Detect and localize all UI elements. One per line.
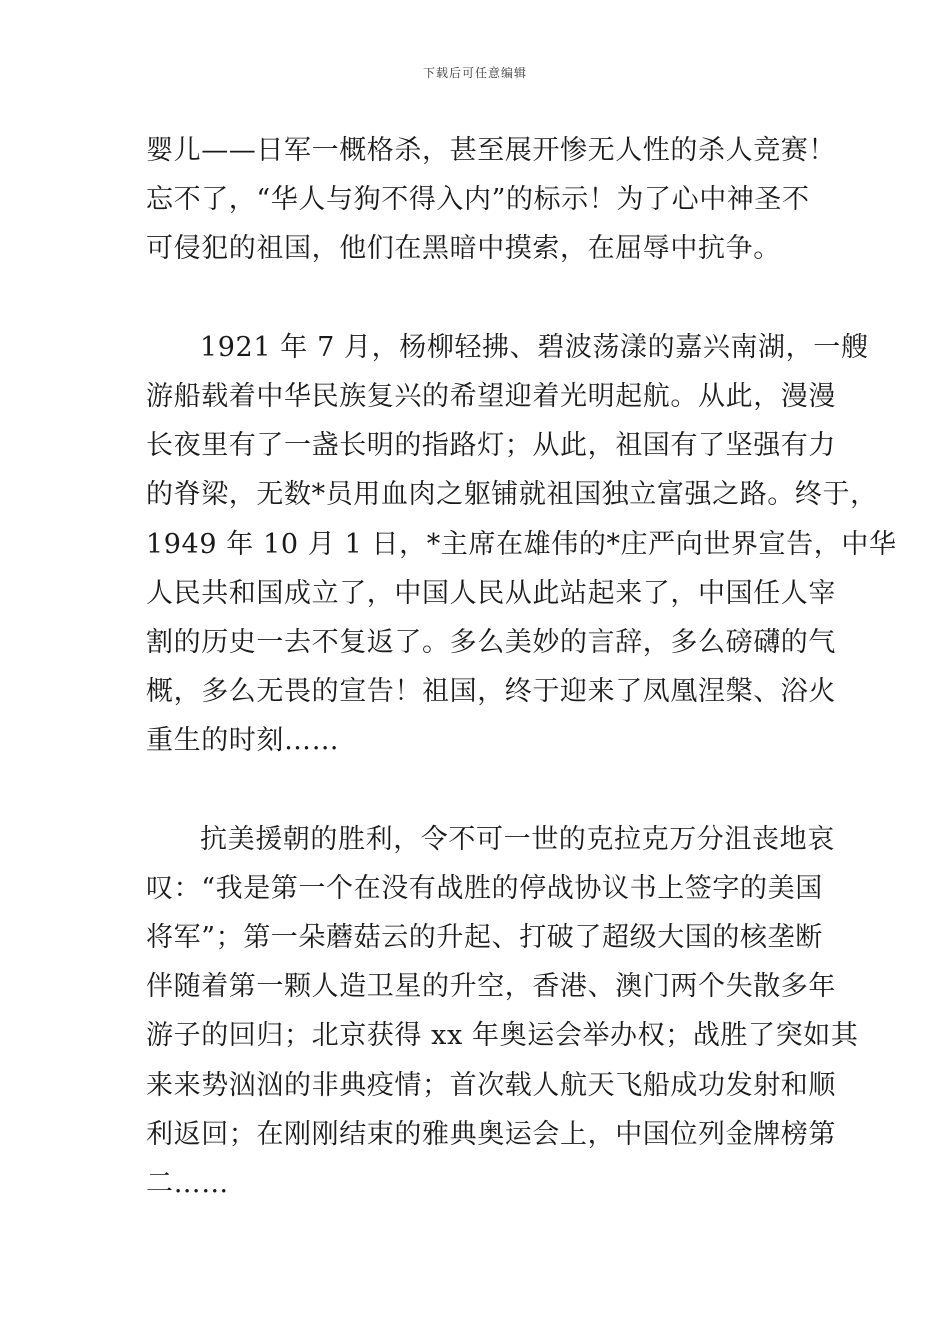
text-line: 的脊梁，无数*员用血肉之躯铺就祖国独立富强之路。终于， bbox=[146, 479, 878, 511]
text-line: 婴儿——日军一概格杀，甚至展开惨无人性的杀人竞赛！ bbox=[146, 135, 836, 166]
text-line: 来来势汹汹的非典疫情；首次载人航天飞船成功发射和顺 bbox=[146, 1069, 836, 1101]
text-line: 二…… bbox=[146, 1167, 229, 1199]
paragraph bbox=[146, 815, 859, 1209]
text-line: 长夜里有了一盏长明的指路灯；从此，祖国有了坚强有力 bbox=[146, 430, 836, 462]
paragraph bbox=[146, 323, 897, 766]
text-line: 1949 年 10 月 1 日，*主席在雄伟的*庄严向世界宣告，中华 bbox=[146, 528, 897, 560]
text-line: 概，多么无畏的宣告！祖国，终于迎来了凤凰涅槃、浴火 bbox=[146, 676, 836, 708]
paragraph-spacer bbox=[146, 765, 806, 814]
text-line: 利返回；在刚刚结束的雅典奥运会上，中国位列金牌榜第 bbox=[146, 1118, 836, 1150]
text-line: 抗美援朝的胜利，令不可一世的克拉克万分沮丧地哀 bbox=[200, 823, 835, 855]
text-line: 叹：“我是第一个在没有战胜的停战协议书上签字的美国 bbox=[146, 872, 823, 904]
paragraph bbox=[146, 126, 836, 274]
text-line: 游船载着中华民族复兴的希望迎着光明起航。从此，漫漫 bbox=[146, 380, 836, 412]
text-line: 伴随着第一颗人造卫星的升空，香港、澳门两个失散多年 bbox=[146, 971, 836, 1003]
text-line: 可侵犯的祖国，他们在黑暗中摸索，在屈辱中抗争。 bbox=[146, 233, 781, 265]
document-body bbox=[146, 126, 897, 1208]
text-line: 游子的回归；北京获得 xx 年奥运会举办权；战胜了突如其 bbox=[146, 1020, 859, 1052]
text-line: 人民共和国成立了，中国人民从此站起来了，中国任人宰 bbox=[146, 577, 836, 609]
page-header-note: 下载后可任意编辑 bbox=[422, 66, 527, 80]
text-line: 1921 年 7 月，杨柳轻拂、碧波荡漾的嘉兴南湖，一艘 bbox=[200, 331, 869, 363]
text-line: 将军”；第一朵蘑菇云的升起、打破了超级大国的核垄断 bbox=[146, 922, 823, 953]
text-line: 割的历史一去不复返了。多么美妙的言辞，多么磅礴的气 bbox=[146, 626, 836, 658]
paragraph-spacer bbox=[146, 274, 806, 323]
text-line: 重生的时刻…… bbox=[146, 725, 340, 757]
text-line: 忘不了，“华人与狗不得入内”的标示！为了心中神圣不 bbox=[146, 184, 810, 216]
